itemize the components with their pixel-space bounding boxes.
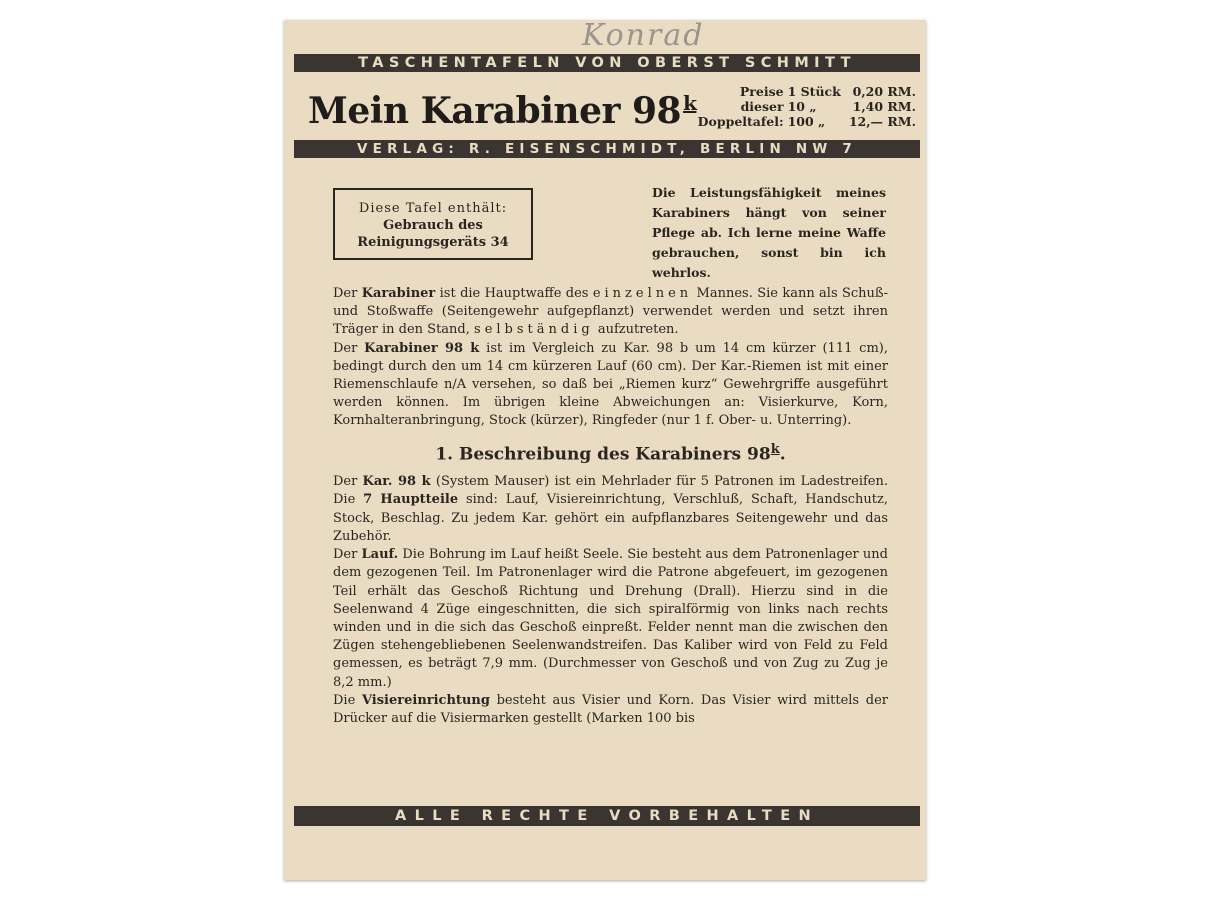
section-paragraph [333,692,888,728]
section-paragraph [333,473,888,546]
body-text [333,285,888,728]
handwritten-name: Konrad [582,18,705,53]
section-heading: 1. Beschreibung des Karabiners 98$^k$. [435,441,786,465]
text-run: Der [333,547,362,563]
section-paragraph [333,546,888,692]
text-run: Der [333,474,363,490]
emphasis: Lauf. [361,547,399,563]
contents-heading: Diese Tafel enthält: [358,201,508,216]
price-label: Preise [739,84,784,99]
emphasis: Visiereinrichtung [361,692,490,708]
price-quantity: 100 „ [787,114,826,129]
pocket-chart-card [284,20,926,880]
contents-box [333,188,533,260]
title-text: Mein Karabiner 98 [308,90,682,132]
document-title [308,82,696,132]
title-suffix: k [683,91,697,115]
price-value: 12,— RM. [848,114,916,129]
intro-paragraph [333,340,888,431]
section-heading-text: 1. Beschreibung des Karabiners 98 [435,444,771,465]
price-value: 0,20 RM. [852,84,916,99]
section-heading-suffix: k [770,441,780,457]
intro-paragraph [333,285,888,340]
price-quantity: 10 „ [787,99,817,114]
spaced-emphasis: selbständig [474,322,594,338]
price-label: dieser [740,99,784,114]
spaced-emphasis: einzelnen [592,286,693,301]
text-run: Mannes. Sie kann als Schuß- und Stoßwaffe (Seitengewehr aufgepflanzt) verwendet werden und setzt ihren Träger in den Stand, [333,286,888,338]
text-run: aufzutreten. [593,322,679,338]
price-row [694,99,916,114]
price-row [694,114,916,129]
price-row [694,84,916,99]
text-run: ist im Vergleich zu Kar. 98 b um 14 cm kürzer (111 cm), bedingt durch den um 14 cm kürzeren Lauf (60 cm). Der Kar.-Riemen ist mit einer Riemenschlaufe n/A versehen, so daß bei „Riemen kurz“ Gewehrgriffe ausgeführt werden können. Im übrigen kleine Abweichungen an: Visierkurve, Korn, Kornhalteranbringung, Stock (kürzer), Ringfeder (nur 1 f. Ober- u. Unterring). [333,340,888,429]
emphasis: Karabiner 98 k [364,340,480,356]
emphasis: Karabiner [361,286,436,301]
price-quantity: 1 Stück [787,84,841,99]
text-run: sind: Lauf, Visiereinrichtung, Verschluß, Schaft, Handschutz, Stock, Beschlag. Zu jedem Kar. gehört ein aufpflanzbares Seitengewehr und das Zubehör. [333,492,888,544]
price-label: Doppeltafel: [697,114,784,129]
text-run: Die Bohrung im Lauf heißt Seele. Sie besteht aus dem Patronenlager und dem gezogenen Teil. Im Patronenlager wird die Patrone abgefeuert, im gezogenen Teil erhält das Geschoß Richtung und Drehung (Drall). Hierzu sind in die Seelenwand 4 Züge eingeschnitten, die sich spiralförmig von links nach rechts winden und in die sich das Geschoß einpreßt. Felder nennt man die zwischen den Zügen stehengebliebenen Seelenwandstreifen. Das Kaliber wird von Feld zu Feld gemessen, es beträgt 7,9 mm. (Durchmesser von Geschoß und von Zug zu Zug je 8,2 mm.) [333,547,888,690]
price-value: 1,40 RM. [852,99,916,114]
publisher-banner: VERLAG: R. EISENSCHMIDT, BERLIN NW 7 [294,140,920,158]
price-list [694,84,916,129]
series-banner: TASCHENTAFELN VON OBERST SCHMITT [294,54,920,72]
text-run: besteht aus Visier und Korn. Das Visier wird mittels der Drücker auf die Visiermarken gestellt (Marken 100 bis [333,692,888,726]
text-run: (System Mauser) ist ein Mehrlader für 5 Patronen im Ladestreifen. Die [333,474,888,508]
contents-line: Reinigungsgeräts 34 [357,235,509,250]
text-run: Der [333,286,362,301]
rights-banner: ALLE RECHTE VORBEHALTEN [294,806,920,826]
emphasis: Kar. 98 k [362,474,431,490]
contents-line: Gebrauch des [383,218,483,233]
emphasis: 7 Hauptteile [363,492,459,508]
text-run: Der [333,340,365,356]
text-run: ist die Hauptwaffe des [435,286,593,301]
motto-text: Die Leistungsfähigkeit meines Karabiners hängt von seiner Pflege ab. Ich lerne meine Waffe gebrauchen, sonst bin ich wehrlos. [652,185,886,280]
text-run: Die [333,692,362,708]
